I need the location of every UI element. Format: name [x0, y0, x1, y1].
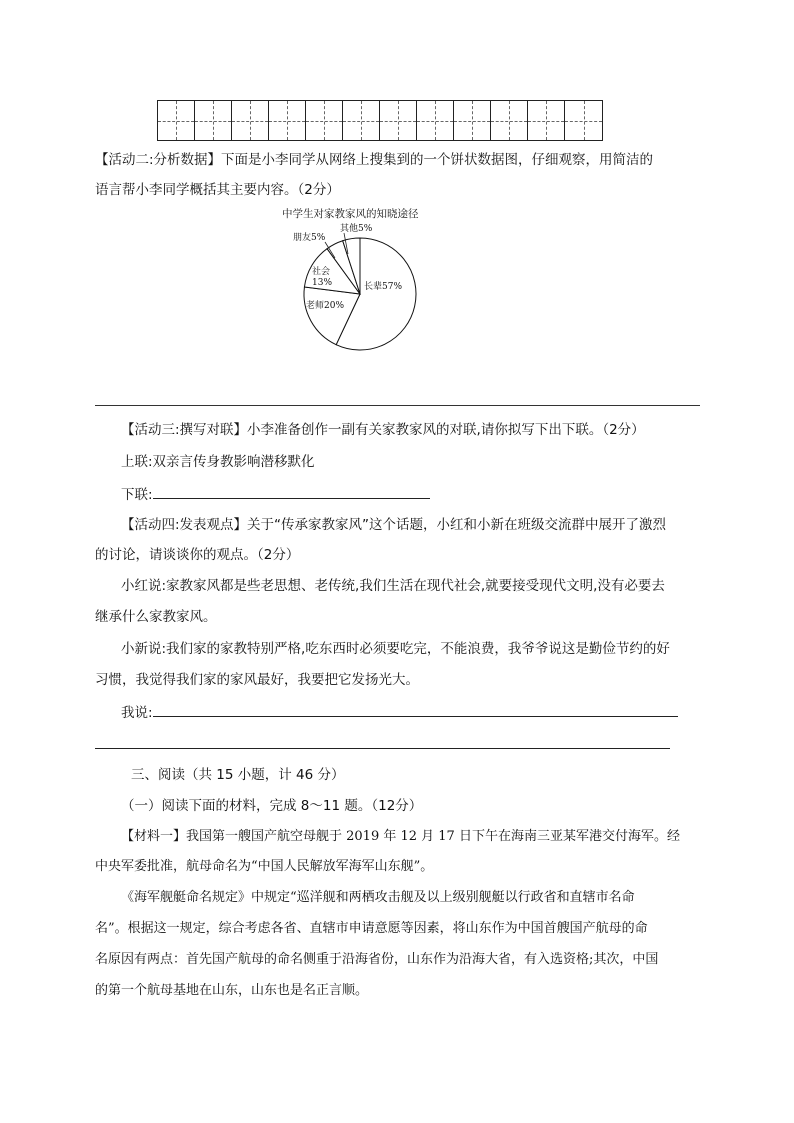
- activity2-line1: 【活动二:分析数据】下面是小李同学从网络上搜集到的一个饼状数据图，仔细观察，用简洁的: [95, 152, 654, 168]
- wo-answer-line[interactable]: [153, 702, 678, 717]
- pie-label-society-pct: 13%: [312, 278, 333, 288]
- reading-subsection: （一）阅读下面的材料，完成 8～11 题。（12分）: [121, 798, 423, 814]
- material2-line2: 名”。根据这一规定，综合考虑各省、直辖市申请意愿等因素，将山东作为中国首艘国产航母的命: [95, 921, 648, 936]
- pie-label-other: 其他5%: [340, 224, 373, 234]
- activity3-lower-row: [121, 484, 430, 505]
- grid-cell[interactable]: [306, 101, 343, 140]
- pie-chart-title: 中学生对家教家风的知晓途径: [282, 208, 419, 220]
- activity2-line2: 语言帮小李同学概括其主要内容。（2分）: [95, 182, 340, 198]
- xiaohong-line2: 继承什么家教家风。: [95, 609, 217, 625]
- activity4-line1: 【活动四:发表观点】关于“传承家教家风”这个话题，小红和小新在班级交流群中展开了激烈: [121, 517, 667, 533]
- grid-cell[interactable]: [232, 101, 269, 140]
- grid-cell[interactable]: [528, 101, 565, 140]
- xiaoxin-line2: 习惯，我觉得我们家的家风最好，我要把它发扬光大。: [95, 672, 419, 688]
- pie-label-society: 社会: [312, 267, 331, 277]
- activity3-upper: 上联:双亲言传身教影响潜移默化: [121, 454, 315, 470]
- grid-cell[interactable]: [380, 101, 417, 140]
- material2-line3: 名原因有两点：首先国产航母的命名侧重于沿海省份，山东作为沿海大省，有入选资格;其次，中国: [95, 952, 659, 967]
- reading-section-title: 三、阅读（共 15 小题，计 46 分）: [131, 767, 345, 783]
- grid-cell[interactable]: [269, 101, 306, 140]
- grid-cell[interactable]: [195, 101, 232, 140]
- grid-cell[interactable]: [417, 101, 454, 140]
- grid-cell[interactable]: [565, 101, 602, 140]
- pie-label-teacher: 老师20%: [306, 301, 345, 311]
- wo-row: [121, 702, 678, 723]
- activity3-line1: 【活动三:撰写对联】小李准备创作一副有关家教家风的对联,请你拟写下出下联。（2分）: [121, 422, 645, 438]
- grid-cell[interactable]: [491, 101, 528, 140]
- wo-answer-line-2[interactable]: [95, 748, 670, 749]
- material2-line1: 《海军舰艇命名规定》中规定“巡洋舰和两栖攻击舰及以上级别舰艇以行政省和直辖市名命: [121, 890, 635, 905]
- lower-label: 下联:: [121, 487, 153, 503]
- answer-grid[interactable]: [157, 100, 603, 141]
- material2-line4: 的第一个航母基地在山东，山东也是名正言顺。: [95, 983, 369, 998]
- grid-cell[interactable]: [454, 101, 491, 140]
- activity4-line2: 的讨论，请谈谈你的观点。（2分）: [95, 547, 300, 563]
- grid-cell[interactable]: [158, 101, 195, 140]
- lower-answer-line[interactable]: [153, 484, 430, 499]
- section-divider: [95, 405, 700, 406]
- material1-line1: 【材料一】我国第一艘国产航空母舰于 2019 年 12 月 17 日下午在海南三亚某军港交付海军。经: [121, 829, 680, 844]
- pie-chart: [290, 222, 430, 362]
- wo-label: 我说:: [121, 705, 153, 721]
- material1-line2: 中央军委批准，航母命名为“中国人民解放军海军山东舰”。: [95, 859, 434, 874]
- pie-label-elders: 长辈57%: [364, 282, 403, 292]
- grid-cell[interactable]: [343, 101, 380, 140]
- xiaoxin-line1: 小新说:我们家的家教特别严格,吃东西时必须要吃完，不能浪费，我爷爷说这是勤俭节约的好: [121, 641, 670, 657]
- xiaohong-line1: 小红说:家教家风都是些老思想、老传统,我们生活在现代社会,就要接受现代文明,没有必要去: [121, 578, 665, 594]
- pie-label-friends: 朋友5%: [293, 233, 326, 243]
